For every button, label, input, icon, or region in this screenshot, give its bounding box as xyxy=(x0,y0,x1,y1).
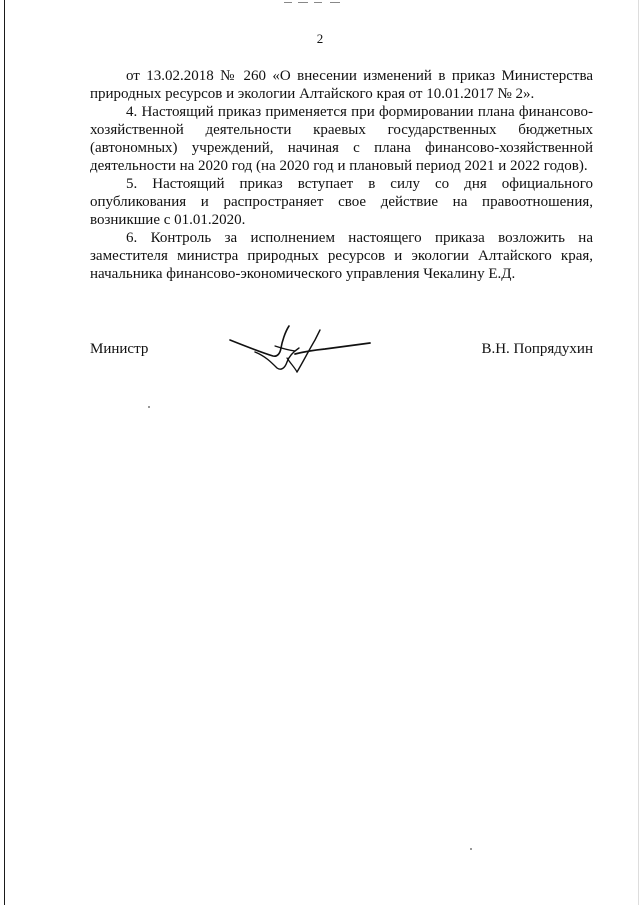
scan-speck xyxy=(148,406,150,408)
document-body xyxy=(90,67,593,283)
scan-mark xyxy=(330,2,340,3)
scan-edge-left xyxy=(4,0,5,905)
page-number: 2 xyxy=(316,31,324,46)
scan-mark xyxy=(284,2,292,3)
scan-edge-right xyxy=(638,0,639,905)
signatory-title: Министр xyxy=(90,341,149,357)
scan-mark xyxy=(314,2,322,3)
paragraph-continuation: от 13.02.2018 № 260 «О внесении изменений в приказ Министерства природных ресурсов и экологии Алтайского края от 10.01.2017 № 2». xyxy=(90,68,593,102)
handwritten-signature-icon xyxy=(225,318,375,378)
scan-speck xyxy=(470,848,472,850)
paragraph-4: 4. Настоящий приказ применяется при формировании плана финансово-хозяйственной деятельности краевых государственных бюджетных (автономных) учреждений, начиная с плана финансово-хозяйственной деятельности на 2020 год (на 2020 год и плановый период 2021 и 2022 годов). xyxy=(90,104,593,174)
paragraph-5: 5. Настоящий приказ вступает в силу со дня официального опубликования и распространяет свое действие на правоотношения, возникшие с 01.01.2020. xyxy=(90,176,593,228)
scan-mark xyxy=(298,2,308,3)
paragraph-6: 6. Контроль за исполнением настоящего приказа возложить на заместителя министра природных ресурсов и экологии Алтайского края, начальника финансово-экономического управления Чекалину Е.Д. xyxy=(90,230,593,282)
signatory-name: В.Н. Попрядухин xyxy=(481,341,593,357)
